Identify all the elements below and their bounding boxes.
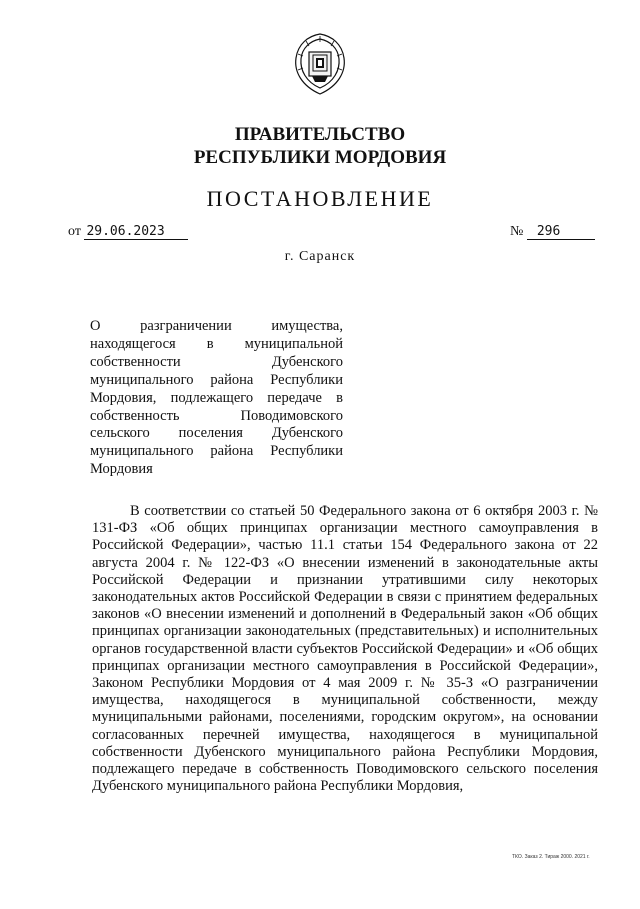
number-prefix: № — [510, 224, 524, 239]
subject-heading: О разграничении имущества, находящегося в муниципальной собственности Дубенского муниципального района Республики Мордовия, подлежащего передаче в собственность Поводимовского сельского поселения Дубенского муниципального района Республики Мордовия — [90, 318, 343, 478]
document-type: ПОСТАНОВЛЕНИЕ — [206, 186, 434, 211]
body-paragraph: В соответствии со статьей 50 Федерального закона от 6 октября 2003 г. № 131-ФЗ «Об общих принципах организации местного самоуправления в Российской Федерации», частью 11.1 статьи 154 Федерального закона от 22 августа 2004 г. № 122-ФЗ «О внесении изменений в законодательные акты Российской Федерации и признании утратившими силу некоторых законодательных актов Российской Федерации в связи с принятием федеральных законов «О внесении изменений и дополнений в Федеральный закон «Об общих принципах организации законодательных (представительных) и исполнительных органов государственной власти субъектов Российской Федерации» и «Об общих принципах организации местного самоуправления в Российской Федерации», Законом Республики Мордовия от 4 мая 2009 г. № 35-З «О разграничении имущества, находящегося в муниципальной собственности, между муниципальными районами, поселениями, городским округом», на основании согласованных перечней имущества, находящегося в муниципальной собственности Дубенского муниципального района Республики Мордовия, подлежащего передаче в собственность Поводимовского сельского поселения Дубенского муниципального района Республики Мордовия, — [92, 503, 598, 795]
number-value: 296 — [527, 225, 595, 240]
number-field — [510, 224, 595, 240]
date-value: 29.06.2023 — [84, 225, 188, 240]
date-field — [68, 224, 188, 240]
date-prefix: от — [68, 224, 81, 239]
coat-of-arms-icon — [292, 32, 348, 96]
org-name-line2: РЕСПУБЛИКИ МОРДОВИЯ — [193, 147, 447, 168]
print-footer: ТКО. Заказ 2. Тираж 2000. 2021 г. — [512, 854, 590, 860]
org-name-line1: ПРАВИТЕЛЬСТВО — [234, 124, 406, 145]
city: г. Саранск — [284, 249, 356, 264]
